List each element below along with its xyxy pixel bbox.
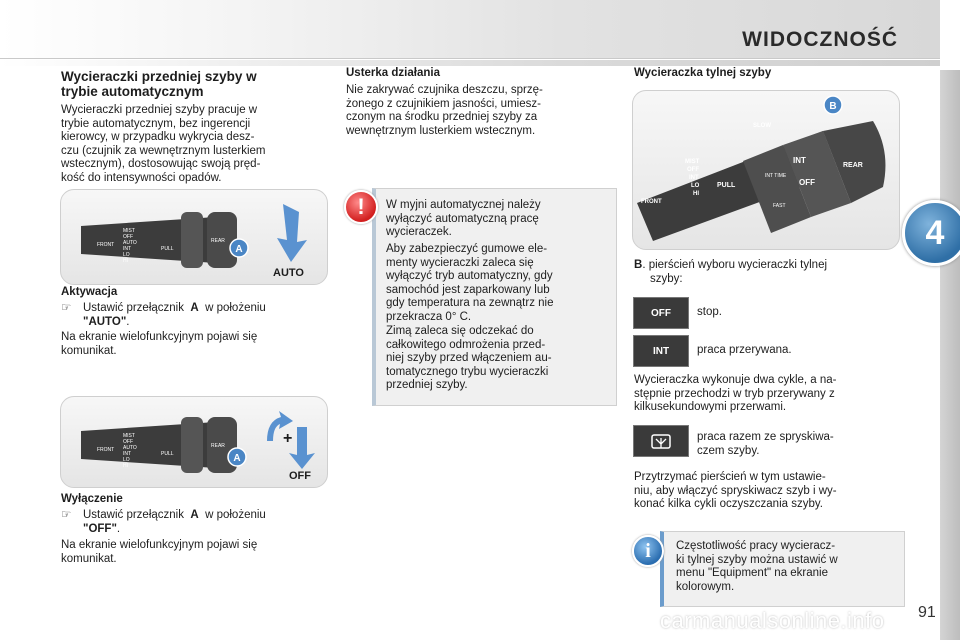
washer-line: praca razem ze spryskiwa- [697,431,834,443]
washer-text [697,431,900,458]
cycles-paragraph [634,374,900,415]
deactivation-bullet [61,509,327,536]
info-line: kolorowym. [676,580,735,593]
warning-line: Zimą zaleca się odczekać do [386,325,534,337]
warning-line: Aby zabezpieczyć gumowe ele- [386,243,548,255]
ring-b-text: . pierścień wyboru wycieraczki tylnej [642,259,828,271]
warning-line: niej szyby przed włączeniem au- [386,352,552,364]
intro-line: czu (czujnik za wewnętrznym lusterkiem [61,144,266,157]
watermark: carmanualsonline.info [660,608,885,633]
stalk-label: SLOW [753,123,771,129]
stalk-label: MIST [123,228,135,234]
switch-letter: A [190,509,199,521]
warning-line: W myjni automatycznej należy [386,199,541,211]
wiper-stalk-auto-illustration [60,189,328,285]
warning-line: samochód jest zaparkowany lub [386,283,550,296]
intermittent-text: praca przerywana. [697,344,792,356]
stalk-label: REAR [843,162,863,169]
stalk-ring-a [181,212,203,268]
stalk-label: AUTO [123,240,137,246]
activation-bullet [61,302,327,329]
stalk-label: FRONT [97,447,115,453]
hold-line: konać kilka cykli oczyszczania szyby. [634,498,823,510]
hold-line: niu, aby włączyć spryskiwacz szyb i wy- [634,484,837,497]
stalk-label: LO [123,252,130,258]
period: . [116,522,121,535]
warning-paragraph-2 [386,243,608,324]
fault-line: żonego z czujnikiem jasności, umiesz- [346,97,541,110]
warning-paragraph-1 [386,199,608,240]
intro-line: Wycieraczki przedniej szyby pracuje w [61,104,258,116]
rear-wiper-stalk-illustration [632,90,900,250]
chapter-tab[interactable]: 4 [902,200,960,266]
fault-heading: Usterka działania [346,67,440,79]
warning-line: menty wycieraczki zaleca się [386,256,534,269]
wiper-stalk-off-illustration [60,396,328,488]
intro-paragraph [61,104,327,185]
plus-sign: + [283,430,293,447]
stalk-label: HI [123,463,128,469]
callout-a: A [233,453,241,464]
ring-b-text-2: szyby: [650,272,683,285]
warning-line: tomatycznego trybu wycieraczki [386,365,549,378]
stalk-label: OFF [687,167,699,173]
cycles-line: stępnie przechodzi w tryb przerywany z [634,387,835,400]
deactivation-note-line: komunikat. [61,552,117,565]
info-line: menu "Equipment" na ekranie [676,567,829,579]
intro-line: kość do intensywności opadów. [61,171,222,184]
deactivation-value: "OFF" [83,522,117,535]
stop-text: stop. [697,306,722,318]
cycles-line: Wycieraczka wykonuje dwa cykle, a na- [634,374,837,386]
stalk-label: HI [693,191,699,197]
hold-line: Przytrzymać pierścień w tym ustawie- [634,471,826,483]
stalk-label: PULL [161,246,174,252]
stalk-label: FRONT [641,199,662,205]
stalk-label: OFF [123,439,133,445]
stalk-label: LO [123,457,130,463]
info-paragraph [676,540,898,594]
washer-line: czem szyby. [697,444,760,457]
deactivation-heading: Wyłączenie [61,493,123,505]
rear-wiper-heading: Wycieraczka tylnej szyby [634,67,772,79]
ring-letter: B [634,259,643,271]
mode-label-auto: AUTO [273,267,304,279]
page-number: 91 [918,604,936,621]
activation-note-line: Na ekranie wielofunkcyjnym pojawi się [61,331,258,343]
warning-line: przedniej szyby. [386,379,468,391]
stalk-label: MIST [123,433,135,439]
stalk-label: FRONT [97,242,115,248]
stalk-label: PULL [161,451,174,457]
info-line: ki tylnej szyby można ustawić w [676,553,838,566]
warning-line: wyłączyć automatyczną pracę [386,212,539,225]
info-box [660,531,905,607]
warning-icon: ! [344,190,378,224]
washer-position-icon [633,425,689,457]
stalk-label: FAST [773,203,786,209]
fault-line: wewnętrznym lusterkiem wstecznym. [346,124,536,137]
cycles-line: kilkusekundowymi przerwami. [634,401,787,413]
stalk-label: MIST [685,159,700,165]
info-icon: i [632,535,664,567]
pointer-hand-icon: ☞ [61,302,72,314]
activation-value: "AUTO" [83,315,127,328]
deactivation-note-line: Na ekranie wielofunkcyjnym pojawi się [61,539,258,551]
activation-note-line: komunikat. [61,344,117,357]
wiper-stalk-auto-drawing [61,190,327,284]
section-title-line-2: trybie automatycznym [61,84,204,99]
stalk-label: INT [793,156,806,165]
deactivation-instruction-tail: w położeniu [205,509,266,521]
rotate-arrow-icon [277,204,307,262]
page-header: WIDOCZNOŚĆ [742,28,898,51]
header-stripe [0,60,940,66]
info-line: Częstotliwość pracy wycieracz- [676,540,836,552]
callout-a: A [235,244,243,255]
pointer-hand-icon: ☞ [61,509,72,521]
stalk-label: INT TIME [765,173,787,179]
stalk-label: INT [123,246,132,252]
stalk-label: OFF [123,234,133,240]
fault-line: Nie zakrywać czujnika deszczu, sprzę- [346,84,543,96]
warning-line: wyłączyć tryb automatyczny, gdy [386,270,553,282]
wiper-stalk-off-drawing [61,397,327,487]
deactivation-note [61,539,327,566]
switch-letter: A [190,302,199,314]
stalk-label: HI [123,258,128,264]
rear-washer-icon [648,431,674,451]
off-position-icon: OFF [633,297,689,329]
stalk-label: LO [691,183,700,189]
ring-b-description [634,259,900,286]
deactivation-instruction: Ustawić przełącznik [83,509,184,521]
hold-paragraph [634,471,900,512]
warning-box [372,188,617,406]
period: . [126,315,130,328]
section-title-line-1: Wycieraczki przedniej szyby w [61,69,257,84]
right-rail [940,70,960,640]
warning-line: całkowitego odmrożenia przed- [386,338,546,351]
int-position-icon: INT [633,335,689,367]
fault-line: czonym na środku przedniej szyby za [346,111,538,123]
intro-line: wstecznym), dostosowując swoją pręd- [61,158,261,170]
stalk-label: PULL [717,182,736,189]
warning-line: wycieraczek. [386,226,452,238]
stalk-ring-a [181,417,203,473]
stalk-label: AUTO [123,445,137,451]
stalk-label: INT [689,175,699,181]
rear-wiper-stalk-drawing [633,91,899,249]
down-arrow-icon [289,427,315,469]
activation-instruction-tail: w położeniu [205,302,266,314]
section-title [61,69,331,99]
stalk-label: REAR [211,443,225,449]
activation-instruction: Ustawić przełącznik [83,302,184,314]
intro-line: kierowcy, w przypadku wykrycia desz- [61,131,255,143]
intro-line: trybie automatycznym, bez ingerencji [61,117,251,130]
fault-paragraph [346,84,612,138]
stalk-label: OFF [799,178,815,187]
callout-b: B [829,101,837,112]
stalk-label: REAR [211,238,225,244]
activation-note [61,331,327,358]
activation-heading: Aktywacja [61,286,118,298]
mode-label-off: OFF [289,470,311,482]
warning-line: gdy temperatura na zewnątrz nie [386,297,554,309]
warning-line: przekracza 0° C. [386,310,472,323]
stalk-label: INT [123,451,132,457]
warning-paragraph-3 [386,325,608,393]
